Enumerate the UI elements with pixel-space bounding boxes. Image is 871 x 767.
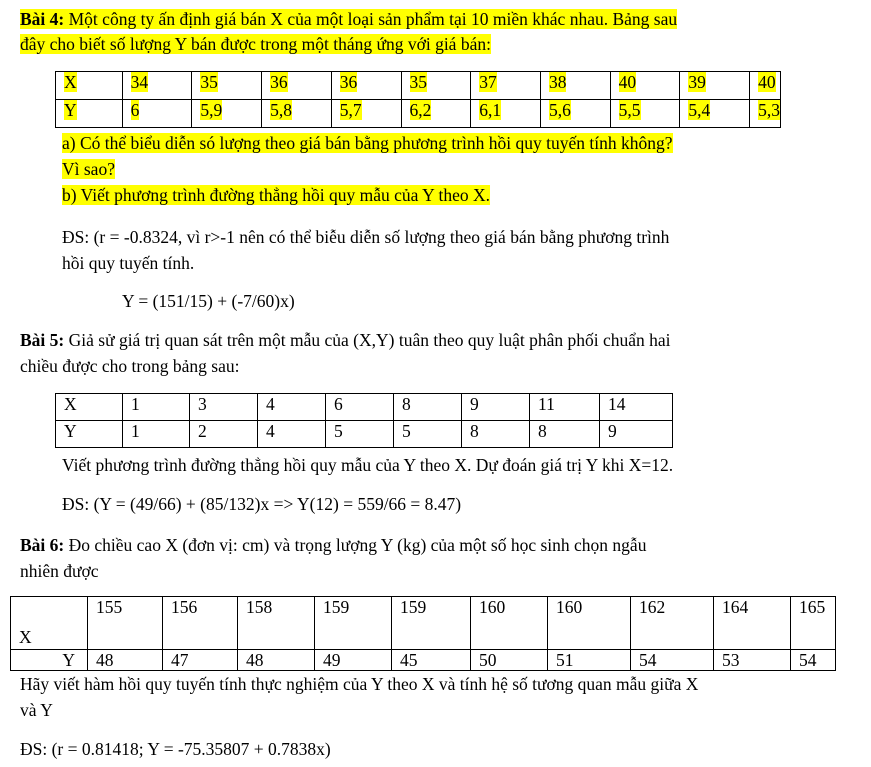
bai4-question-b <box>62 184 490 206</box>
table-cell: 5 <box>334 421 343 441</box>
table-cell: 37 <box>479 72 497 92</box>
bai6-answer: ĐS: (r = 0.81418; Y = -75.35807 + 0.7838x) <box>20 739 331 759</box>
table-cell: 6 <box>334 394 343 414</box>
table-cell: 54 <box>639 650 657 670</box>
table-cell: 9 <box>608 421 617 441</box>
bai5-table <box>55 393 673 448</box>
table-row <box>56 421 673 448</box>
table-cell: 6,2 <box>409 100 432 120</box>
bai6-intro-text: Đo chiều cao X (đơn vị: cm) và trọng lượng Y (kg) của một số học sinh chọn ngẫu <box>64 535 647 555</box>
table-cell: 54 <box>799 650 817 670</box>
table-cell: 45 <box>400 650 418 670</box>
bai6-intro-line2: nhiên được <box>20 561 99 581</box>
bai6-intro-line1 <box>20 534 646 556</box>
table-cell: 5 <box>402 421 411 441</box>
table-cell: 36 <box>270 72 288 92</box>
table-cell: 5,7 <box>339 100 362 120</box>
bai5-label: Bài 5: <box>20 330 65 350</box>
bai4-question-b-text: b) Viết phương trình đường thẳng hồi quy mẫu của Y theo X. <box>62 185 491 205</box>
table-cell: 8 <box>402 394 411 414</box>
table-cell: 35 <box>200 72 218 92</box>
table-cell: 34 <box>130 72 149 92</box>
table-row <box>56 100 781 128</box>
bai4-answer-line1: ĐS: (r = -0.8324, vì r>-1 nên có thể biễu diễn số lượng theo giá bán bằng phương trình <box>62 227 670 247</box>
bai4-question-a-line1 <box>62 132 673 154</box>
table-header-x: X <box>64 394 77 414</box>
table-cell: 39 <box>688 72 706 92</box>
bai5-intro-line2: chiều được cho trong bảng sau: <box>20 356 240 376</box>
table-row <box>11 597 836 650</box>
table-cell: 9 <box>470 394 479 414</box>
bai5-intro-text: Giả sử giá trị quan sát trên một mẫu của (X,Y) tuân theo quy luật phân phối chuẩn hai <box>64 330 671 350</box>
table-cell: 40 <box>758 72 776 92</box>
table-cell: 1 <box>131 394 140 414</box>
table-cell: 6,1 <box>479 100 502 120</box>
bai4-intro-line1 <box>20 8 677 30</box>
table-cell: 36 <box>339 72 358 92</box>
table-cell: 5,9 <box>200 100 223 120</box>
table-header-y: Y <box>64 421 77 441</box>
table-header-y: Y <box>62 650 75 670</box>
bai6-label: Bài 6: <box>20 535 65 555</box>
table-cell: 8 <box>470 421 479 441</box>
table-cell: 3 <box>198 394 207 414</box>
table-cell: 48 <box>96 650 114 670</box>
bai4-question-a-text: a) Có thể biểu diễn só lượng theo giá bán bằng phương trình hồi quy tuyến tính không? <box>62 133 673 153</box>
table-cell: 158 <box>246 597 273 617</box>
table-cell: 164 <box>722 597 749 617</box>
table-cell: 49 <box>323 650 341 670</box>
table-cell: 160 <box>479 597 506 617</box>
table-cell: 50 <box>479 650 497 670</box>
bai4-intro-line2 <box>20 33 491 55</box>
table-cell: 47 <box>171 650 189 670</box>
table-header-x: X <box>64 72 77 92</box>
table-cell: 160 <box>556 597 583 617</box>
table-cell: 5,6 <box>548 100 571 120</box>
bai4-equation: Y = (151/15) + (-7/60)x) <box>122 291 295 311</box>
bai5-question: Viết phương trình đường thẳng hồi quy mẫu của Y theo X. Dự đoán giá trị Y khi X=12. <box>62 455 674 475</box>
table-header-y: Y <box>64 100 77 120</box>
table-cell: 162 <box>639 597 666 617</box>
table-cell: 159 <box>400 597 427 617</box>
table-cell: 5,3 <box>758 100 780 120</box>
table-cell: 1 <box>131 421 140 441</box>
table-cell: 5,5 <box>618 100 641 120</box>
table-cell: 2 <box>198 421 207 441</box>
table-cell: 4 <box>266 421 275 441</box>
table-cell: 6 <box>130 100 140 120</box>
table-cell: 53 <box>722 650 740 670</box>
table-row <box>56 72 781 100</box>
bai6-table <box>10 596 836 671</box>
bai6-question-line2: và Y <box>20 700 53 720</box>
table-cell: 159 <box>323 597 350 617</box>
bai4-question-a-text-2: Vì sao? <box>62 159 115 179</box>
table-cell: 155 <box>96 597 123 617</box>
table-cell: 165 <box>799 597 826 617</box>
bai4-intro-text-2: đây cho biết số lượng Y bán được trong một tháng ứng với giá bán: <box>20 34 491 54</box>
table-cell: 51 <box>556 650 574 670</box>
table-cell: 8 <box>538 421 547 441</box>
table-header-x: X <box>19 627 32 647</box>
table-cell: 4 <box>266 394 275 414</box>
bai5-answer: ĐS: (Y = (49/66) + (85/132)x => Y(12) = 559/66 = 8.47) <box>62 494 462 514</box>
table-row <box>56 394 673 421</box>
table-cell: 14 <box>608 394 626 414</box>
table-cell: 35 <box>409 72 428 92</box>
table-cell: 156 <box>171 597 198 617</box>
table-cell: 40 <box>618 72 637 92</box>
bai4-question-a-line2 <box>62 158 115 180</box>
bai5-intro-line1 <box>20 329 671 351</box>
table-cell: 48 <box>246 650 264 670</box>
bai4-label: Bài 4: <box>20 9 65 29</box>
table-cell: 38 <box>548 72 567 92</box>
bai6-question-line1: Hãy viết hàm hồi quy tuyến tính thực nghiệm của Y theo X và tính hệ số tương quan mẫu giữa X <box>20 674 699 694</box>
bai4-answer-line2: hồi quy tuyến tính. <box>62 253 195 273</box>
table-cell: 5,4 <box>688 100 711 120</box>
bai4-table <box>55 71 781 128</box>
table-cell: 11 <box>538 394 555 414</box>
table-cell: 5,8 <box>270 100 292 120</box>
bai4-intro-text: Một công ty ấn định giá bán X của một loại sản phẩm tại 10 miền khác nhau. Bảng sau <box>64 9 678 29</box>
table-row <box>11 650 836 671</box>
